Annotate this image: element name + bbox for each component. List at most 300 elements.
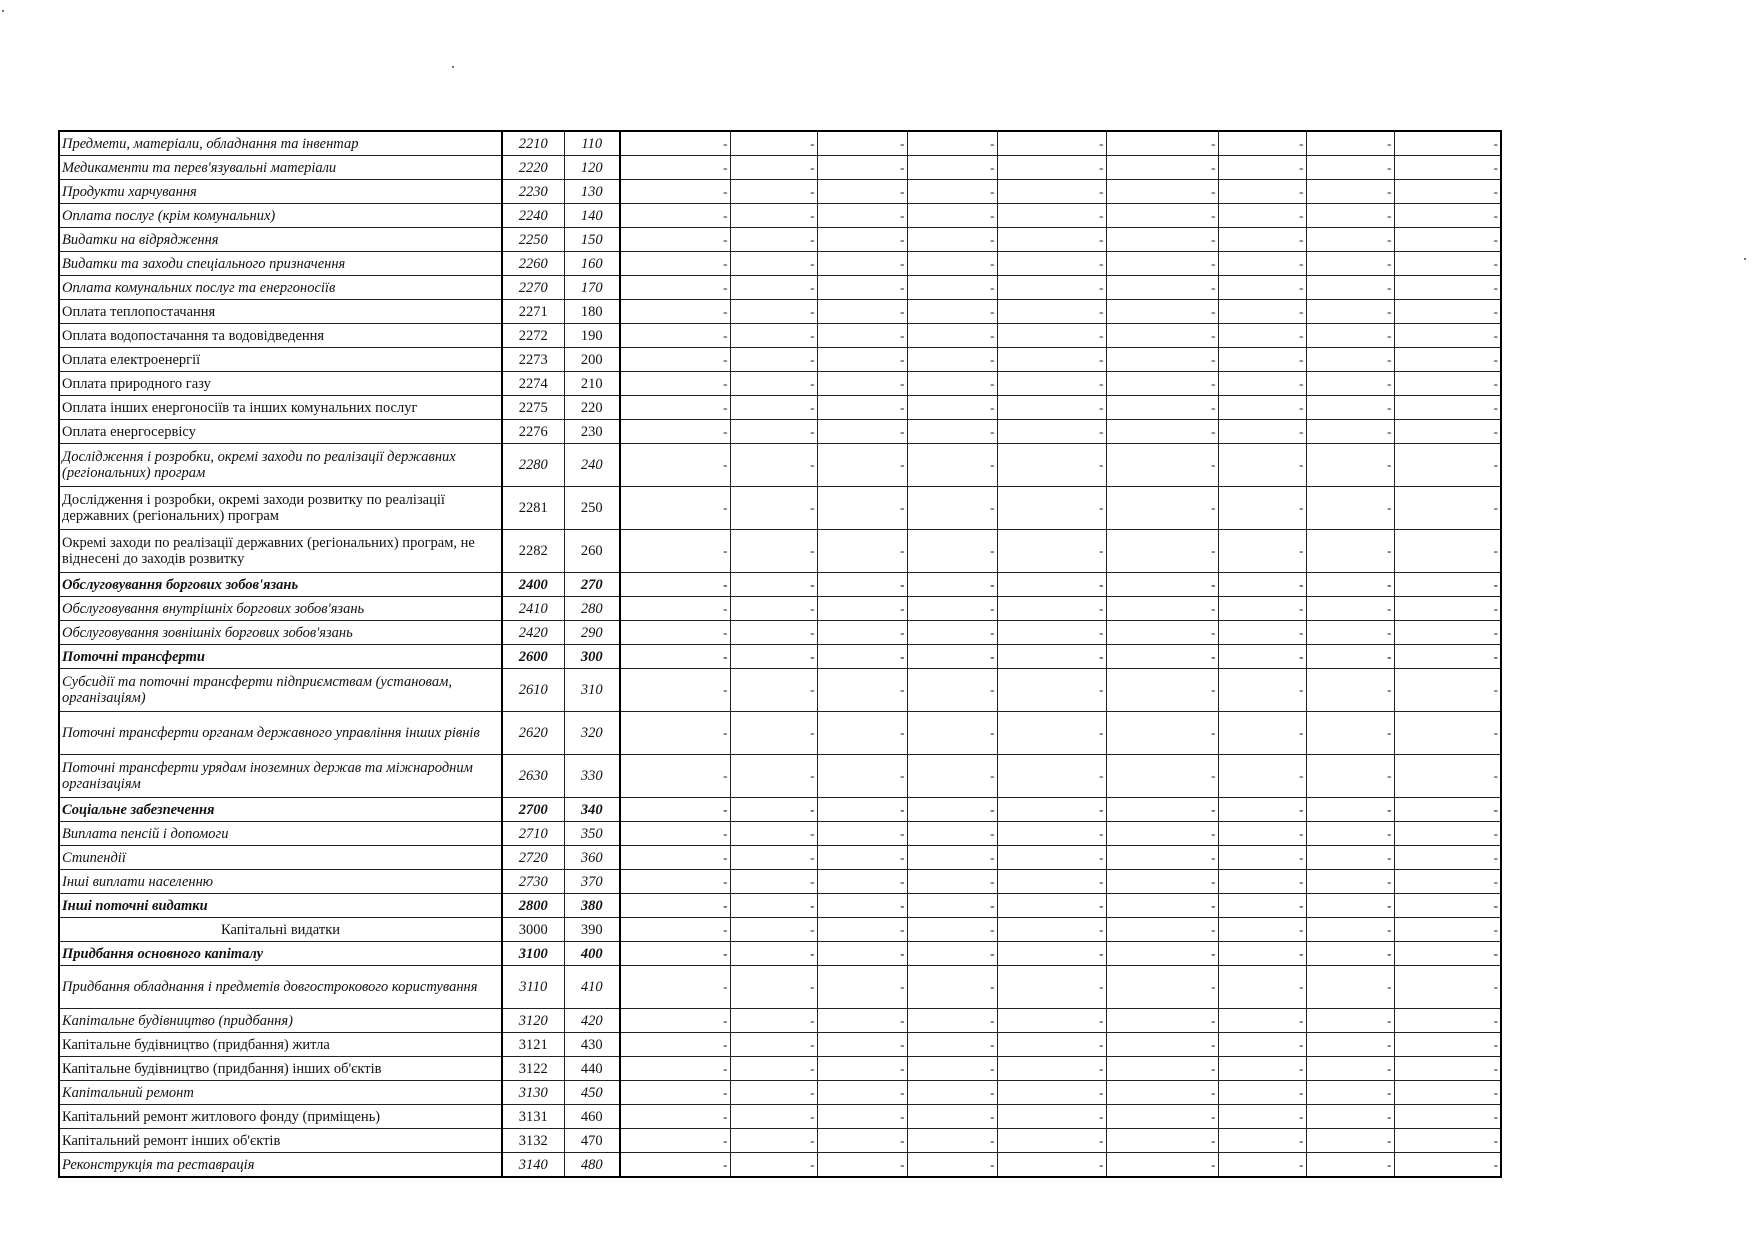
row-line-number-cell: 230 [564,420,620,444]
table-row [59,942,1501,966]
value-cell: - [1306,228,1394,252]
row-kekv-code-cell: 2410 [502,597,564,621]
value-cell: - [997,798,1106,822]
value-cell: - [620,846,730,870]
budget-expenditure-table [58,130,1502,1178]
value-cell: - [730,645,817,669]
row-line-number-cell: 340 [564,798,620,822]
value-cell: - [907,204,997,228]
value-cell: - [1306,894,1394,918]
row-line-number-cell: 380 [564,894,620,918]
table-row [59,252,1501,276]
value-cell: - [907,894,997,918]
row-name-cell: Оплата теплопостачання [59,300,502,324]
row-name-cell: Оплата енергосервісу [59,420,502,444]
value-cell: - [817,530,907,573]
table-row [59,1081,1501,1105]
value-cell: - [1306,420,1394,444]
table-row [59,276,1501,300]
value-cell: - [1106,1153,1218,1178]
table-row [59,1009,1501,1033]
value-cell: - [1218,372,1306,396]
value-cell: - [1218,1129,1306,1153]
value-cell: - [620,822,730,846]
row-line-number-cell: 400 [564,942,620,966]
value-cell: - [730,712,817,755]
value-cell: - [907,156,997,180]
row-line-number-cell: 130 [564,180,620,204]
value-cell: - [907,1105,997,1129]
value-cell: - [1394,597,1501,621]
row-kekv-code-cell: 2271 [502,300,564,324]
value-cell: - [907,870,997,894]
value-cell: - [620,966,730,1009]
table-row [59,1033,1501,1057]
value-cell: - [730,131,817,156]
row-line-number-cell: 390 [564,918,620,942]
row-name-cell: Виплата пенсій і допомоги [59,822,502,846]
value-cell: - [1394,131,1501,156]
table-row [59,530,1501,573]
value-cell: - [730,597,817,621]
value-cell: - [1394,1009,1501,1033]
value-cell: - [997,1153,1106,1178]
row-line-number-cell: 110 [564,131,620,156]
value-cell: - [620,597,730,621]
row-line-number-cell: 290 [564,621,620,645]
value-cell: - [620,942,730,966]
value-cell: - [1218,324,1306,348]
value-cell: - [907,669,997,712]
row-kekv-code-cell: 2400 [502,573,564,597]
value-cell: - [1306,487,1394,530]
row-name-cell: Оплата електроенергії [59,348,502,372]
value-cell: - [620,621,730,645]
value-cell: - [907,798,997,822]
value-cell: - [1306,530,1394,573]
value-cell: - [817,324,907,348]
value-cell: - [817,348,907,372]
value-cell: - [997,131,1106,156]
row-kekv-code-cell: 2720 [502,846,564,870]
value-cell: - [1394,621,1501,645]
value-cell: - [1218,252,1306,276]
row-line-number-cell: 180 [564,300,620,324]
value-cell: - [907,645,997,669]
value-cell: - [1394,204,1501,228]
value-cell: - [1394,530,1501,573]
value-cell: - [1218,300,1306,324]
value-cell: - [1394,396,1501,420]
row-name-cell: Капітальний ремонт житлового фонду (приміщень) [59,1105,502,1129]
value-cell: - [1394,669,1501,712]
value-cell: - [907,180,997,204]
table-row [59,300,1501,324]
row-name-cell: Обслуговування зовнішніх боргових зобов'язань [59,621,502,645]
value-cell: - [817,372,907,396]
value-cell: - [907,348,997,372]
scan-speck [452,66,454,68]
value-cell: - [997,1081,1106,1105]
value-cell: - [1106,669,1218,712]
value-cell: - [1394,573,1501,597]
value-cell: - [817,918,907,942]
value-cell: - [997,252,1106,276]
value-cell: - [1218,798,1306,822]
value-cell: - [1218,1033,1306,1057]
value-cell: - [1394,180,1501,204]
row-name-cell: Видатки та заходи спеціального призначення [59,252,502,276]
value-cell: - [1218,276,1306,300]
row-name-cell: Поточні трансферти органам державного управління інших рівнів [59,712,502,755]
value-cell: - [730,300,817,324]
value-cell: - [907,846,997,870]
row-line-number-cell: 350 [564,822,620,846]
row-name-cell: Соціальне забезпечення [59,798,502,822]
value-cell: - [1218,755,1306,798]
row-line-number-cell: 480 [564,1153,620,1178]
row-name-cell: Дослідження і розробки, окремі заходи розвитку по реалізації державних (регіональних) програм [59,487,502,530]
value-cell: - [730,1009,817,1033]
value-cell: - [997,487,1106,530]
value-cell: - [997,597,1106,621]
value-cell: - [1306,156,1394,180]
row-line-number-cell: 330 [564,755,620,798]
value-cell: - [997,621,1106,645]
value-cell: - [1106,1057,1218,1081]
value-cell: - [1218,180,1306,204]
row-kekv-code-cell: 3120 [502,1009,564,1033]
value-cell: - [620,798,730,822]
table-row [59,204,1501,228]
value-cell: - [907,966,997,1009]
row-name-cell: Стипендії [59,846,502,870]
value-cell: - [1106,276,1218,300]
value-cell: - [817,204,907,228]
row-kekv-code-cell: 2610 [502,669,564,712]
value-cell: - [730,1033,817,1057]
value-cell: - [620,755,730,798]
value-cell: - [1218,348,1306,372]
value-cell: - [1106,487,1218,530]
table-row [59,131,1501,156]
table-row [59,712,1501,755]
row-line-number-cell: 210 [564,372,620,396]
value-cell: - [1306,1129,1394,1153]
value-cell: - [997,712,1106,755]
value-cell: - [817,444,907,487]
value-cell: - [907,300,997,324]
value-cell: - [1306,966,1394,1009]
value-cell: - [1394,1081,1501,1105]
value-cell: - [1394,156,1501,180]
value-cell: - [1306,870,1394,894]
value-cell: - [817,755,907,798]
value-cell: - [1218,822,1306,846]
value-cell: - [997,870,1106,894]
value-cell: - [730,530,817,573]
value-cell: - [907,420,997,444]
value-cell: - [1106,204,1218,228]
value-cell: - [997,156,1106,180]
value-cell: - [1306,621,1394,645]
row-line-number-cell: 120 [564,156,620,180]
row-kekv-code-cell: 2275 [502,396,564,420]
value-cell: - [907,530,997,573]
value-cell: - [997,1057,1106,1081]
value-cell: - [907,1009,997,1033]
value-cell: - [1394,755,1501,798]
row-kekv-code-cell: 3110 [502,966,564,1009]
value-cell: - [730,252,817,276]
value-cell: - [620,645,730,669]
value-cell: - [1218,597,1306,621]
value-cell: - [1218,204,1306,228]
value-cell: - [730,204,817,228]
value-cell: - [730,894,817,918]
row-name-cell: Поточні трансферти урядам іноземних держав та міжнародним організаціям [59,755,502,798]
value-cell: - [817,276,907,300]
value-cell: - [1394,1105,1501,1129]
value-cell: - [620,1009,730,1033]
table-row [59,1129,1501,1153]
row-name-cell: Капітальні видатки [59,918,502,942]
row-line-number-cell: 280 [564,597,620,621]
row-line-number-cell: 190 [564,324,620,348]
value-cell: - [1394,712,1501,755]
value-cell: - [817,942,907,966]
value-cell: - [730,487,817,530]
value-cell: - [1106,372,1218,396]
row-name-cell: Капітальне будівництво (придбання) житла [59,1033,502,1057]
value-cell: - [1218,846,1306,870]
value-cell: - [620,444,730,487]
value-cell: - [997,966,1106,1009]
value-cell: - [907,1153,997,1178]
value-cell: - [1394,348,1501,372]
value-cell: - [997,348,1106,372]
value-cell: - [1106,1009,1218,1033]
value-cell: - [1106,252,1218,276]
value-cell: - [1106,918,1218,942]
value-cell: - [1218,918,1306,942]
value-cell: - [907,918,997,942]
value-cell: - [817,487,907,530]
value-cell: - [1218,1009,1306,1033]
value-cell: - [1394,1033,1501,1057]
table-row [59,645,1501,669]
row-line-number-cell: 310 [564,669,620,712]
row-line-number-cell: 410 [564,966,620,1009]
value-cell: - [1106,645,1218,669]
value-cell: - [1106,755,1218,798]
row-name-cell: Капітальний ремонт [59,1081,502,1105]
row-kekv-code-cell: 2281 [502,487,564,530]
value-cell: - [1218,621,1306,645]
value-cell: - [730,276,817,300]
value-cell: - [1394,966,1501,1009]
value-cell: - [620,1081,730,1105]
row-line-number-cell: 320 [564,712,620,755]
value-cell: - [817,894,907,918]
value-cell: - [817,1153,907,1178]
value-cell: - [1218,870,1306,894]
value-cell: - [1306,204,1394,228]
value-cell: - [817,396,907,420]
value-cell: - [907,324,997,348]
row-name-cell: Інші поточні видатки [59,894,502,918]
value-cell: - [1306,1153,1394,1178]
value-cell: - [1394,420,1501,444]
value-cell: - [620,252,730,276]
value-cell: - [1394,444,1501,487]
value-cell: - [1394,870,1501,894]
value-cell: - [1306,372,1394,396]
value-cell: - [620,156,730,180]
value-cell: - [997,1129,1106,1153]
value-cell: - [620,530,730,573]
value-cell: - [1106,396,1218,420]
row-name-cell: Дослідження і розробки, окремі заходи по реалізації державних (регіональних) програм [59,444,502,487]
value-cell: - [730,621,817,645]
table-row [59,396,1501,420]
value-cell: - [907,942,997,966]
value-cell: - [817,712,907,755]
value-cell: - [1394,1153,1501,1178]
value-cell: - [1106,573,1218,597]
value-cell: - [1106,597,1218,621]
value-cell: - [620,573,730,597]
row-kekv-code-cell: 2700 [502,798,564,822]
value-cell: - [907,252,997,276]
value-cell: - [730,1081,817,1105]
value-cell: - [817,228,907,252]
value-cell: - [817,131,907,156]
value-cell: - [907,621,997,645]
value-cell: - [817,300,907,324]
value-cell: - [1394,372,1501,396]
row-kekv-code-cell: 2220 [502,156,564,180]
value-cell: - [1306,444,1394,487]
row-kekv-code-cell: 3130 [502,1081,564,1105]
value-cell: - [1306,597,1394,621]
value-cell: - [1106,530,1218,573]
value-cell: - [997,942,1106,966]
value-cell: - [817,420,907,444]
table-row [59,1105,1501,1129]
value-cell: - [620,204,730,228]
value-cell: - [997,669,1106,712]
value-cell: - [1106,444,1218,487]
value-cell: - [1306,918,1394,942]
row-name-cell: Оплата природного газу [59,372,502,396]
row-kekv-code-cell: 3121 [502,1033,564,1057]
row-name-cell: Придбання обладнання і предметів довгострокового користування [59,966,502,1009]
value-cell: - [730,846,817,870]
row-kekv-code-cell: 3122 [502,1057,564,1081]
value-cell: - [997,204,1106,228]
value-cell: - [1106,870,1218,894]
row-kekv-code-cell: 2272 [502,324,564,348]
table-row [59,597,1501,621]
value-cell: - [620,870,730,894]
value-cell: - [997,444,1106,487]
table-row [59,487,1501,530]
value-cell: - [1218,156,1306,180]
value-cell: - [1106,1105,1218,1129]
budget-expenditure-table-wrapper [58,130,1502,1178]
row-name-cell: Оплата інших енергоносіїв та інших комунальних послуг [59,396,502,420]
value-cell: - [907,396,997,420]
value-cell: - [1306,822,1394,846]
value-cell: - [730,1057,817,1081]
value-cell: - [1306,131,1394,156]
value-cell: - [997,300,1106,324]
value-cell: - [1394,942,1501,966]
value-cell: - [1106,942,1218,966]
value-cell: - [620,1153,730,1178]
value-cell: - [620,1057,730,1081]
value-cell: - [997,846,1106,870]
value-cell: - [730,1105,817,1129]
value-cell: - [1218,530,1306,573]
value-cell: - [620,131,730,156]
value-cell: - [1306,573,1394,597]
value-cell: - [817,1081,907,1105]
value-cell: - [620,396,730,420]
value-cell: - [1218,573,1306,597]
row-kekv-code-cell: 2210 [502,131,564,156]
value-cell: - [1218,228,1306,252]
row-kekv-code-cell: 3140 [502,1153,564,1178]
value-cell: - [997,1033,1106,1057]
value-cell: - [997,645,1106,669]
value-cell: - [730,669,817,712]
value-cell: - [907,1081,997,1105]
row-kekv-code-cell: 3100 [502,942,564,966]
value-cell: - [1218,420,1306,444]
value-cell: - [1394,324,1501,348]
value-cell: - [997,755,1106,798]
value-cell: - [817,966,907,1009]
value-cell: - [620,1105,730,1129]
value-cell: - [817,1033,907,1057]
value-cell: - [730,755,817,798]
value-cell: - [817,1057,907,1081]
row-line-number-cell: 200 [564,348,620,372]
row-line-number-cell: 240 [564,444,620,487]
row-line-number-cell: 300 [564,645,620,669]
row-name-cell: Поточні трансферти [59,645,502,669]
value-cell: - [1218,712,1306,755]
value-cell: - [730,870,817,894]
table-row [59,372,1501,396]
value-cell: - [1306,645,1394,669]
value-cell: - [1218,1153,1306,1178]
value-cell: - [620,372,730,396]
value-cell: - [730,348,817,372]
value-cell: - [1394,1057,1501,1081]
value-cell: - [907,276,997,300]
table-row [59,846,1501,870]
row-line-number-cell: 470 [564,1129,620,1153]
value-cell: - [620,300,730,324]
value-cell: - [1306,1033,1394,1057]
value-cell: - [997,822,1106,846]
row-line-number-cell: 430 [564,1033,620,1057]
value-cell: - [1106,712,1218,755]
row-name-cell: Предмети, матеріали, обладнання та інвентар [59,131,502,156]
